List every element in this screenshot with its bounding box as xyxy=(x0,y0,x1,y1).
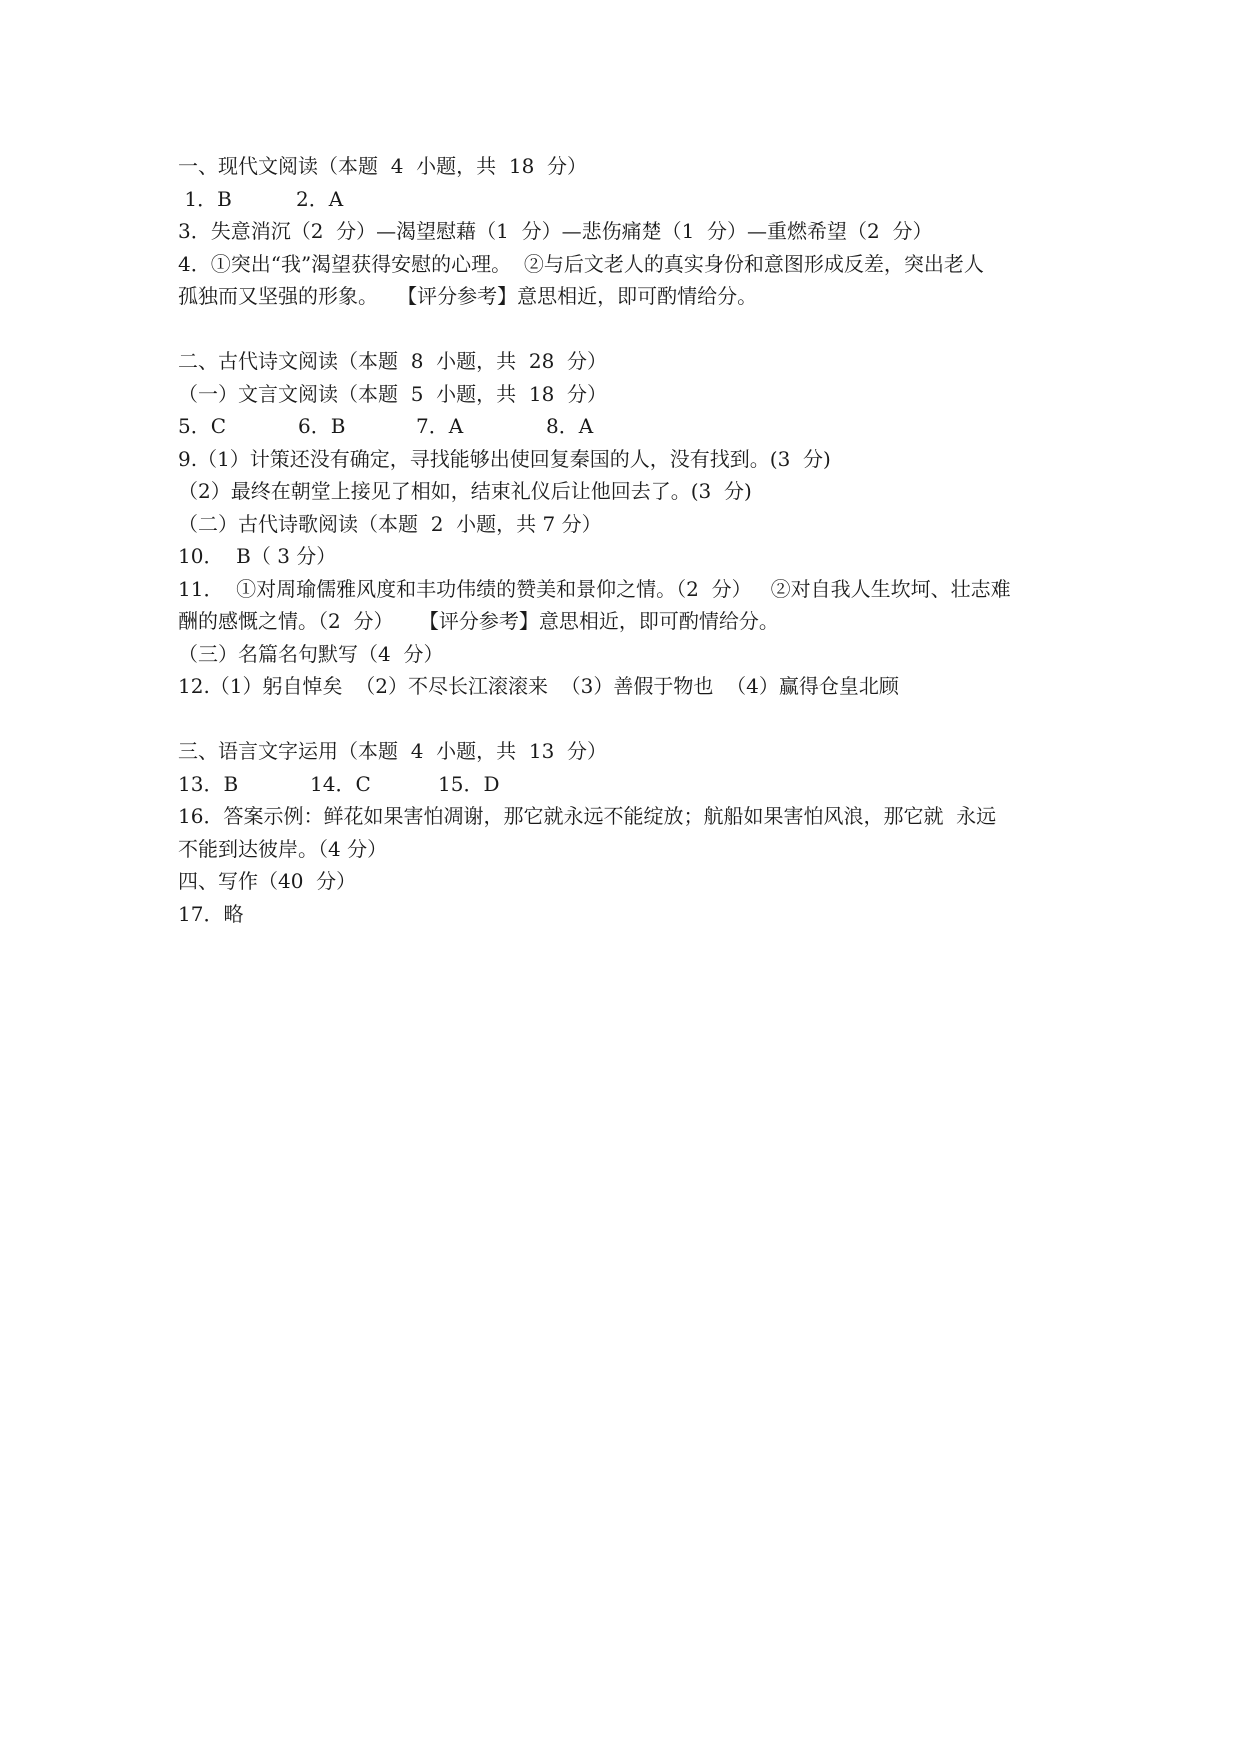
answer-14: 14．C xyxy=(310,771,371,796)
answer-6: 6．B xyxy=(298,414,346,438)
section-3-heading: 三、语言文字运用（本题 4 小题，共 13 分） xyxy=(178,739,608,763)
answer-11-line-2: 酬的感慨之情。（2 分） 【评分参考】意思相近，即可酌情给分。 xyxy=(178,609,779,633)
answers-5-8-row xyxy=(178,410,1078,443)
answer-12: 12.（1）躬自悼矣 （2）不尽长江滚滚来 （3）善假于物也 （4）赢得仓皇北顾 xyxy=(178,674,899,698)
answer-4-line-2: 孤独而又坚强的形象。 【评分参考】意思相近，即可酌情给分。 xyxy=(178,284,758,308)
answers-1-2-row xyxy=(178,183,1078,216)
section-1-heading: 一、现代文阅读（本题 4 小题，共 18 分） xyxy=(178,154,588,178)
answer-7: 7．A xyxy=(416,414,464,438)
answer-8: 8．A xyxy=(546,414,594,438)
answer-3: 3．失意消沉（2 分）—渴望慰藉（1 分）—悲伤痛楚（1 分）—重燃希望（2 分） xyxy=(178,219,933,243)
answer-9-1: 9.（1）计策还没有确定，寻找能够出使回复秦国的人，没有找到。(3 分) xyxy=(178,446,831,471)
answer-16-line-2: 不能到达彼岸。（4 分） xyxy=(178,836,388,861)
answer-15: 15．D xyxy=(438,771,500,796)
answer-9-2: （2）最终在朝堂上接见了相如，结束礼仪后让他回去了。(3 分) xyxy=(178,479,752,503)
answer-10: 10． B（ 3 分） xyxy=(178,544,337,568)
answers-13-15-row xyxy=(178,768,1078,801)
answer-key-document xyxy=(178,150,1078,930)
section-4-heading: 四、写作（40 分） xyxy=(178,869,357,893)
answer-16-line-1: 16．答案示例：鲜花如果害怕凋谢，那它就永远不能绽放；航船如果害怕风浪，那它就 永远 xyxy=(178,804,997,828)
spacer xyxy=(178,313,1078,346)
answer-2: 2．A xyxy=(296,186,344,211)
subsection-classical-poetry: （二）古代诗歌阅读（本题 2 小题，共 7 分） xyxy=(178,511,602,536)
answer-4-line-1: 4．①突出“我”渴望获得安慰的心理。 ②与后文老人的真实身份和意图形成反差，突出老人 xyxy=(178,251,984,276)
answer-17: 17．略 xyxy=(178,901,244,926)
section-2-heading: 二、古代诗文阅读（本题 8 小题，共 28 分） xyxy=(178,349,608,373)
subsection-famous-lines: （三）名篇名句默写（4 分） xyxy=(178,641,444,666)
answer-5: 5．C xyxy=(178,414,227,438)
answer-11-line-1: 11． ①对周瑜儒雅风度和丰功伟绩的赞美和景仰之情。（2 分） ②对自我人生坎坷、壮志难 xyxy=(178,576,1011,601)
subsection-classical-prose: （一）文言文阅读（本题 5 小题，共 18 分） xyxy=(178,381,608,406)
spacer xyxy=(178,703,1078,736)
answer-1: 1．B xyxy=(178,186,232,211)
answer-13: 13．B xyxy=(178,771,239,796)
